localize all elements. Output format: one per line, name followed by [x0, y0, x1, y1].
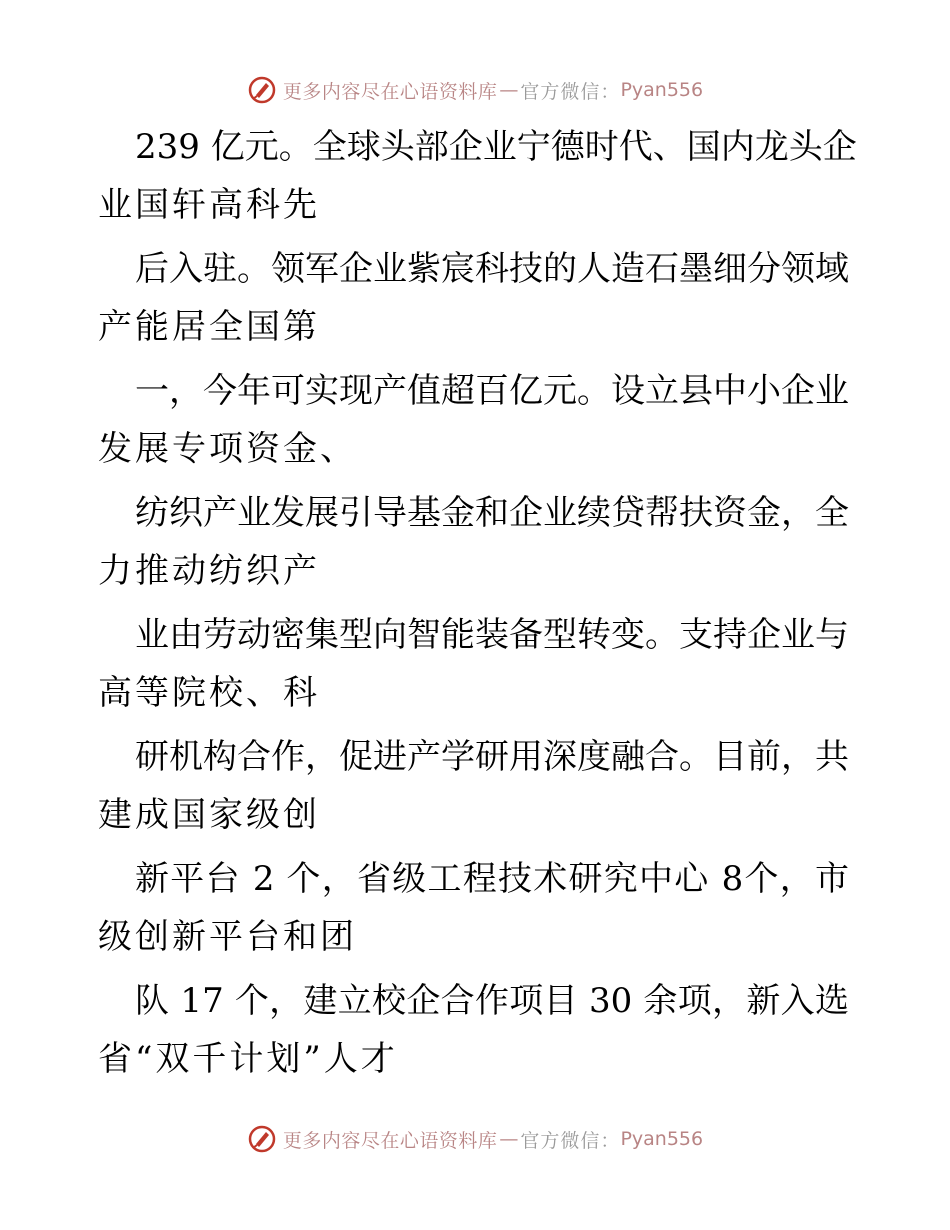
paragraph — [98, 606, 858, 722]
paragraph — [98, 728, 858, 844]
footer-site-text: 更多内容尽在心语资料库 — [282, 1129, 498, 1152]
brand-logo-icon — [247, 1124, 277, 1154]
header-wechat-label: 官方微信： — [520, 80, 621, 103]
paragraph — [98, 484, 858, 600]
paragraph-line-2: 高等院校、科 — [98, 673, 320, 713]
paragraph-line-2: 省“双千计划”人才 — [98, 1039, 398, 1079]
paragraph-line-2: 建成国家级创 — [98, 795, 320, 835]
paragraph-line-1: 纺织产业发展引导基金和企业续贷帮扶资金，全 — [135, 493, 849, 533]
paragraph-line-1: 239 亿元。全球头部企业宁德时代、国内龙头企 — [135, 127, 857, 167]
footer-wechat-label: 官方微信： — [520, 1129, 621, 1152]
paragraph-line-1: 队 17 个，建立校企合作项目 30 余项，新入选 — [135, 981, 849, 1021]
paragraph — [98, 362, 858, 478]
footer-wechat-id: Pyan556 — [620, 1128, 704, 1150]
footer-banner — [0, 1121, 950, 1157]
brand-logo-icon — [247, 75, 277, 105]
paragraph-line-2: 级创新平台和团 — [98, 917, 357, 957]
header-site-text: 更多内容尽在心语资料库 — [282, 80, 498, 103]
paragraph-line-1: 新平台 2 个，省级工程技术研究中心 8个，市 — [135, 859, 849, 899]
paragraph — [98, 240, 858, 356]
paragraph — [98, 118, 858, 234]
header-banner — [0, 72, 950, 108]
paragraph-line-2: 产能居全国第 — [98, 307, 320, 347]
paragraph-line-1: 研机构合作，促进产学研用深度融合。目前，共 — [135, 737, 849, 777]
paragraph — [98, 850, 858, 966]
paragraph-line-2: 力推动纺织产 — [98, 551, 320, 591]
footer-separator: — — [499, 1128, 519, 1150]
document-body — [98, 118, 858, 1094]
header-separator: — — [499, 79, 519, 101]
paragraph-line-1: 一，今年可实现产值超百亿元。设立县中小企业 — [135, 371, 849, 411]
paragraph — [98, 972, 858, 1088]
paragraph-line-2: 发展专项资金、 — [98, 429, 357, 469]
paragraph-line-1: 业由劳动密集型向智能装备型转变。支持企业与 — [135, 615, 849, 655]
header-wechat-id: Pyan556 — [620, 79, 704, 101]
paragraph-line-1: 后入驻。领军企业紫宸科技的人造石墨细分领域 — [135, 249, 849, 289]
paragraph-line-2: 业国轩高科先 — [98, 185, 320, 225]
